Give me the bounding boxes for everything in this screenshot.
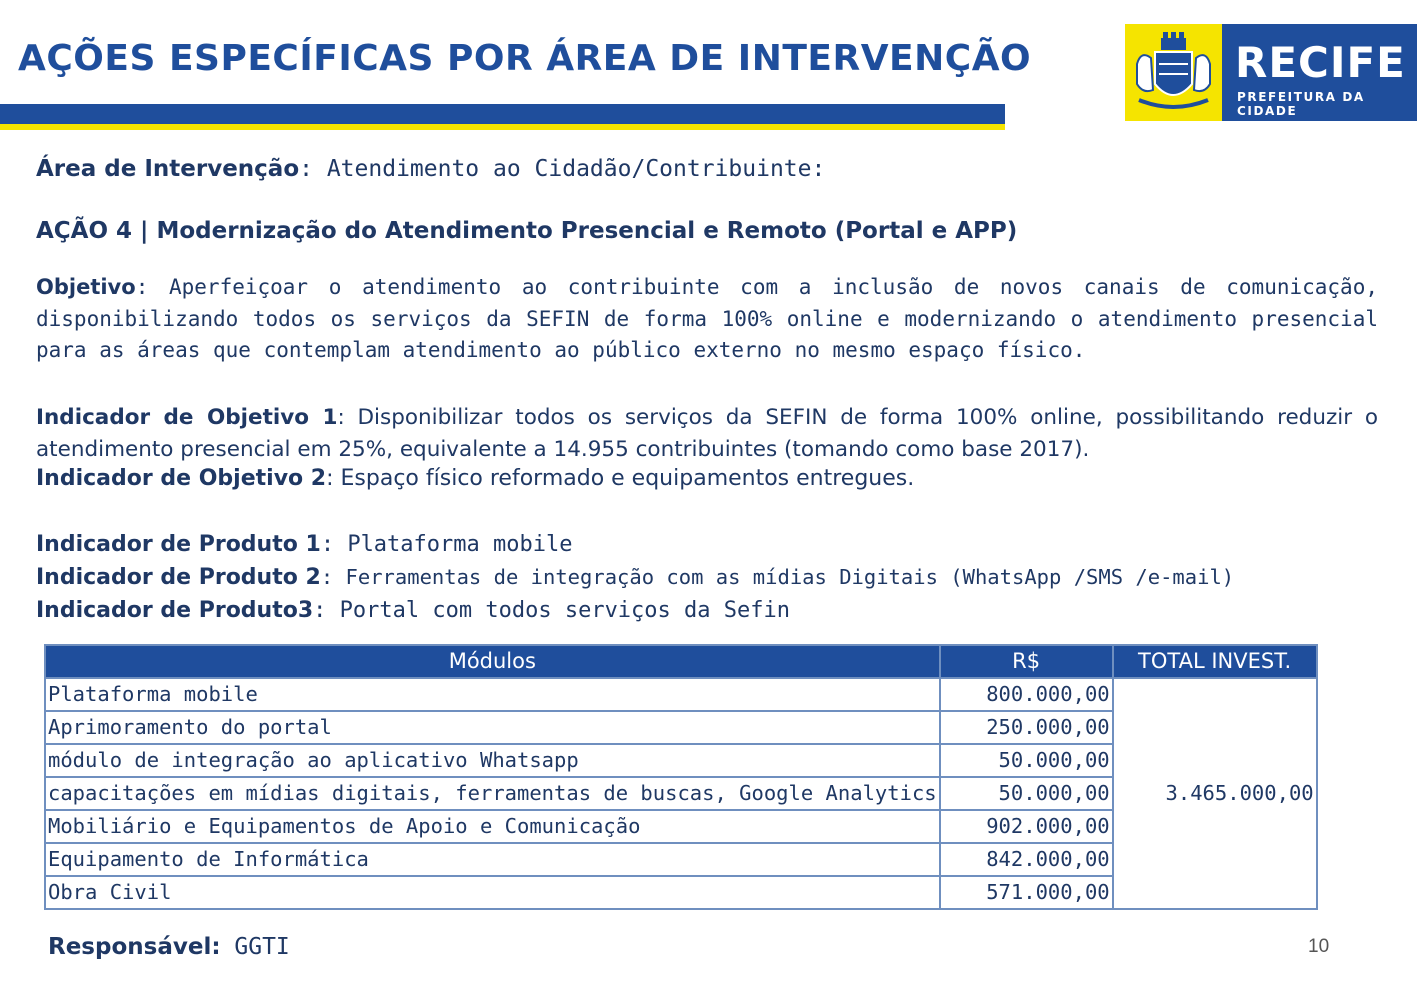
area-line [36,156,825,182]
indicador-produto-1-text: : Plataforma mobile [320,532,573,557]
indicador-produto-3 [36,598,790,623]
modulo-cell: módulo de integração ao aplicativo Whatsapp [45,744,940,777]
page-title: AÇÕES ESPECÍFICAS POR ÁREA DE INTERVENÇÃO [18,38,1032,79]
valor-cell: 902.000,00 [940,810,1113,843]
modulo-cell: Obra Civil [45,876,940,909]
header-blue-bar [0,104,1005,124]
recife-logo [1125,24,1417,121]
responsavel-value: GGTI [220,934,290,960]
indicador-objetivo-1-label: Indicador de Objetivo 1 [36,405,338,430]
table-row [45,678,1317,711]
valor-cell: 50.000,00 [940,744,1113,777]
indicador-produto-2-text: : Ferramentas de integração com as mídias Digitais (WhatsApp /SMS /e-mail) [320,565,1235,589]
indicador-objetivo-1 [36,402,1378,465]
modulo-cell: Plataforma mobile [45,678,940,711]
logo-wordmark: RECIFE [1235,38,1406,87]
total-invest-cell: 3.465.000,00 [1113,678,1317,909]
header-yellow-bar [0,124,1005,130]
modulo-cell: Equipamento de Informática [45,843,940,876]
page-number: 10 [1308,936,1330,957]
valor-cell: 842.000,00 [940,843,1113,876]
valor-cell: 50.000,00 [940,777,1113,810]
header-rs: R$ [940,645,1113,678]
valor-cell: 571.000,00 [940,876,1113,909]
area-label: Área de Intervenção [36,156,300,182]
modulo-cell: capacitações em mídias digitais, ferramentas de buscas, Google Analytics [45,777,940,810]
header-modulos: Módulos [45,645,940,678]
header-total-invest: TOTAL INVEST. [1113,645,1317,678]
objetivo-paragraph [36,272,1378,367]
modulo-cell: Aprimoramento do portal [45,711,940,744]
table-header-row [45,645,1317,678]
indicador-objetivo-1-text: : Disponibilizar todos os serviços da SEFIN de forma 100% online, possibilitando reduzir o atendimento presencial em 25%, equivalente a 14.955 contribuintes (tomando como base 2017). [36,405,1378,462]
responsavel-label: Responsável: [48,934,221,960]
indicador-produto-3-label: Indicador de Produto3 [36,598,314,623]
valor-cell: 250.000,00 [940,711,1113,744]
indicador-produto-2-label: Indicador de Produto 2 [36,565,321,590]
indicador-produto-1 [36,532,573,557]
indicador-produto-3-text: : Portal com todos serviços da Sefin [313,598,790,623]
indicador-objetivo-2-text: : Espaço físico reformado e equipamentos entregues. [326,466,915,491]
valor-cell: 800.000,00 [940,678,1113,711]
modules-table [44,644,1318,910]
indicador-objetivo-2-label: Indicador de Objetivo 2 [36,466,327,491]
objetivo-label: Objetivo [36,275,136,299]
responsavel-line [48,934,290,960]
acao-heading: AÇÃO 4 | Modernização do Atendimento Presencial e Remoto (Portal e APP) [36,218,1018,244]
objetivo-text: : Aperfeiçoar o atendimento ao contribuinte com a inclusão de novos canais de comunicação, disponibilizando todos os serviços da SEFIN de forma 100% online e modernizando o atendimento presencial para as áreas que contemplam atendimento ao público externo no mesmo espaço físico. [36,275,1378,362]
logo-subtitle: PREFEITURA DA CIDADE [1237,90,1365,118]
modulo-cell: Mobiliário e Equipamentos de Apoio e Comunicação [45,810,940,843]
indicador-produto-2 [36,565,1234,590]
indicador-objetivo-2 [36,466,914,491]
city-coat-of-arms-icon [1125,24,1222,121]
area-value: : Atendimento ao Cidadão/Contribuinte: [299,156,826,182]
indicador-produto-1-label: Indicador de Produto 1 [36,532,321,557]
